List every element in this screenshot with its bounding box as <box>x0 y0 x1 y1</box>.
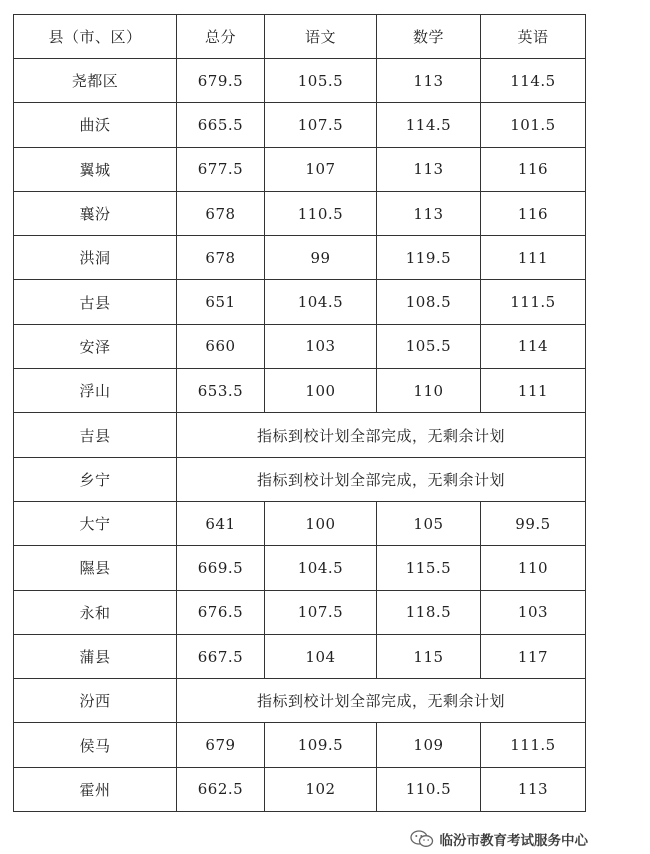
cell-county: 汾西 <box>14 679 177 723</box>
cell-math: 119.5 <box>377 236 481 280</box>
cell-math: 105.5 <box>377 324 481 368</box>
cell-county: 尧都区 <box>14 59 177 103</box>
source-name: 临汾市教育考试服务中心 <box>439 833 588 849</box>
table-row <box>14 103 586 147</box>
cell-county: 安泽 <box>14 324 177 368</box>
table-row <box>14 457 586 501</box>
cell-math: 113 <box>377 59 481 103</box>
table-row <box>14 324 586 368</box>
cell-math: 105 <box>377 501 481 545</box>
cell-english: 114 <box>481 324 586 368</box>
table-row <box>14 191 586 235</box>
header-chinese: 语文 <box>265 15 377 59</box>
cell-chinese: 110.5 <box>265 191 377 235</box>
cell-total: 678 <box>177 236 265 280</box>
cell-math: 113 <box>377 147 481 191</box>
table-row <box>14 679 586 723</box>
cell-english: 111.5 <box>481 280 586 324</box>
cell-english: 116 <box>481 191 586 235</box>
cell-chinese: 105.5 <box>265 59 377 103</box>
table-row <box>14 546 586 590</box>
cell-county: 蒲县 <box>14 634 177 678</box>
header-english: 英语 <box>481 15 586 59</box>
cell-total: 665.5 <box>177 103 265 147</box>
cell-total: 677.5 <box>177 147 265 191</box>
cell-chinese: 104.5 <box>265 546 377 590</box>
cell-total: 669.5 <box>177 546 265 590</box>
cell-english: 113 <box>481 767 586 811</box>
table-row <box>14 59 586 103</box>
table-row <box>14 236 586 280</box>
cell-chinese: 100 <box>265 369 377 413</box>
cell-total: 676.5 <box>177 590 265 634</box>
cell-county: 大宁 <box>14 501 177 545</box>
cell-total: 667.5 <box>177 634 265 678</box>
cell-chinese: 102 <box>265 767 377 811</box>
cell-chinese: 107.5 <box>265 103 377 147</box>
cell-county: 吉县 <box>14 413 177 457</box>
cell-county: 乡宁 <box>14 457 177 501</box>
cell-county: 洪洞 <box>14 236 177 280</box>
cell-chinese: 109.5 <box>265 723 377 767</box>
cell-english: 114.5 <box>481 59 586 103</box>
cell-english: 116 <box>481 147 586 191</box>
cell-math: 118.5 <box>377 590 481 634</box>
cell-total: 653.5 <box>177 369 265 413</box>
cell-total: 678 <box>177 191 265 235</box>
cell-county: 浮山 <box>14 369 177 413</box>
cell-county: 襄汾 <box>14 191 177 235</box>
cell-english: 101.5 <box>481 103 586 147</box>
cell-chinese: 103 <box>265 324 377 368</box>
header-total: 总分 <box>177 15 265 59</box>
cell-total: 679 <box>177 723 265 767</box>
cell-county: 翼城 <box>14 147 177 191</box>
cell-note: 指标到校计划全部完成，无剩余计划 <box>177 679 586 723</box>
cell-english: 110 <box>481 546 586 590</box>
cell-note: 指标到校计划全部完成，无剩余计划 <box>177 413 586 457</box>
cell-county: 隰县 <box>14 546 177 590</box>
table-row <box>14 147 586 191</box>
cell-chinese: 104 <box>265 634 377 678</box>
cell-chinese: 100 <box>265 501 377 545</box>
cell-county: 霍州 <box>14 767 177 811</box>
cell-math: 115.5 <box>377 546 481 590</box>
table-body <box>14 59 586 812</box>
table-row <box>14 634 586 678</box>
cell-chinese: 107 <box>265 147 377 191</box>
cell-total: 660 <box>177 324 265 368</box>
cell-english: 117 <box>481 634 586 678</box>
cell-english: 111 <box>481 236 586 280</box>
cell-math: 110 <box>377 369 481 413</box>
cell-chinese: 107.5 <box>265 590 377 634</box>
cell-chinese: 104.5 <box>265 280 377 324</box>
table-header-row <box>14 15 586 59</box>
table-row <box>14 723 586 767</box>
cell-county: 侯马 <box>14 723 177 767</box>
wechat-logo-icon <box>410 830 434 848</box>
table-row <box>14 590 586 634</box>
cell-county: 永和 <box>14 590 177 634</box>
table-row <box>14 413 586 457</box>
cell-english: 103 <box>481 590 586 634</box>
table-row <box>14 369 586 413</box>
cell-english: 111 <box>481 369 586 413</box>
cell-english: 99.5 <box>481 501 586 545</box>
cell-county: 古县 <box>14 280 177 324</box>
cell-math: 114.5 <box>377 103 481 147</box>
cell-total: 651 <box>177 280 265 324</box>
header-math: 数学 <box>377 15 481 59</box>
source-footer <box>410 829 589 849</box>
score-table <box>13 14 586 812</box>
header-county: 县（市、区） <box>14 15 177 59</box>
cell-note: 指标到校计划全部完成，无剩余计划 <box>177 457 586 501</box>
table-row <box>14 767 586 811</box>
cell-total: 662.5 <box>177 767 265 811</box>
cell-total: 679.5 <box>177 59 265 103</box>
cell-math: 110.5 <box>377 767 481 811</box>
cell-math: 109 <box>377 723 481 767</box>
table-row <box>14 501 586 545</box>
cell-chinese: 99 <box>265 236 377 280</box>
cell-math: 108.5 <box>377 280 481 324</box>
cell-english: 111.5 <box>481 723 586 767</box>
cell-math: 113 <box>377 191 481 235</box>
cell-county: 曲沃 <box>14 103 177 147</box>
table-row <box>14 280 586 324</box>
cell-total: 641 <box>177 501 265 545</box>
cell-math: 115 <box>377 634 481 678</box>
